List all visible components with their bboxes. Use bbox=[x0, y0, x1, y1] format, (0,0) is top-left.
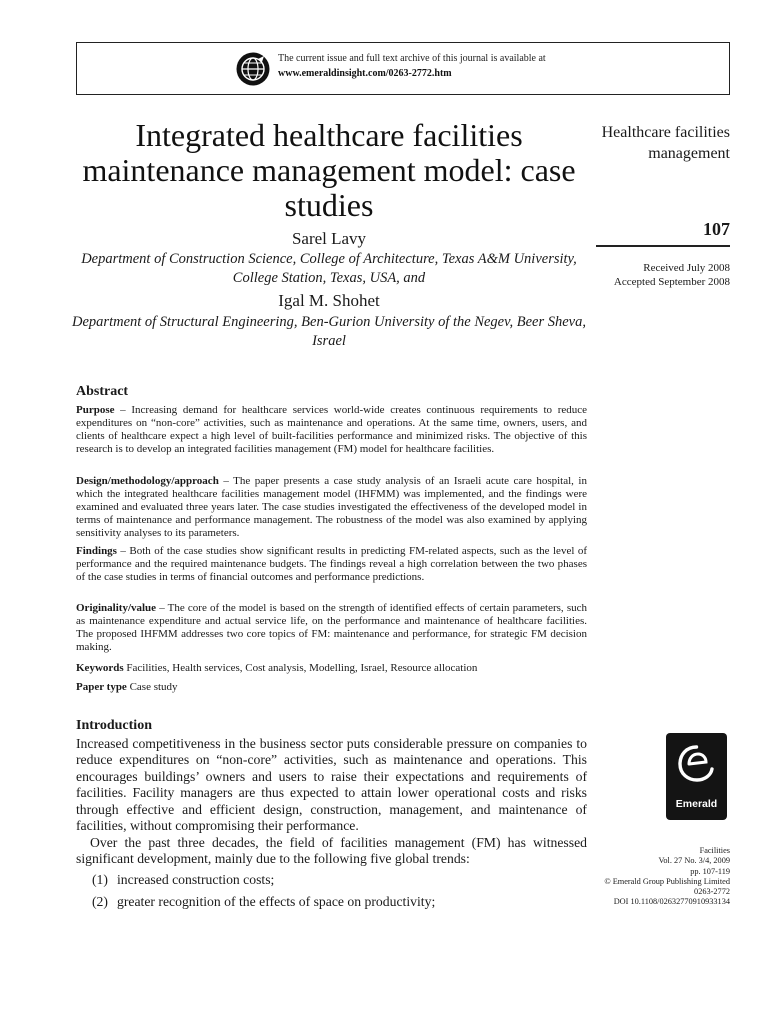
abstract-heading: Abstract bbox=[76, 384, 129, 399]
intro-paragraph: Over the past three decades, the field of facilities management (FM) has witnessed significant development, mainly due to the following five global trends: bbox=[76, 835, 587, 867]
received-date: Received July 2008 bbox=[643, 262, 730, 274]
author-name: Igal M. Shohet bbox=[278, 291, 380, 310]
issn: 0263-2772 bbox=[694, 887, 730, 897]
divider bbox=[596, 245, 730, 247]
received-dates bbox=[590, 261, 730, 289]
journal-name: Facilities bbox=[699, 846, 730, 855]
text: – Increasing demand for healthcare services world-wide creates continuous requirements to reduce expenditures on “non-core” activities, such as maintenance and operations. At the same time, owners, users, and clients of healthcare expect a high level of built-facilities performance and minimized risks. The objective of this research is to develop an integrated facilities management (FM) model for healthcare facilities. bbox=[76, 404, 587, 455]
abstract-findings bbox=[76, 545, 587, 584]
section-title: Healthcare facilities management bbox=[601, 124, 730, 162]
text: – The paper presents a case study analysis of an Israeli acute care hospital, in which the integrated healthcare facilities management model (IHFMM) was implemented, and the findings were examined and evaluated three years later. The case studies investigated the effectiveness of the developed model in terms of maintenance and performance management. The robustness of the model was also examined by applying sensitivity analyses to its parameters. bbox=[76, 475, 587, 539]
introduction-heading: Introduction bbox=[76, 718, 152, 733]
label: Originality/value bbox=[76, 602, 157, 614]
emerald-logo-text: Emerald bbox=[675, 798, 718, 810]
paper-title: Integrated healthcare facilities maintenance management model: case studies bbox=[82, 117, 576, 223]
accepted-date: Accepted September 2008 bbox=[613, 276, 730, 288]
paper-type bbox=[76, 681, 587, 694]
list-text: increased construction costs; bbox=[117, 872, 275, 887]
text: – The core of the model is based on the strength of identified effects of certain parameters, such as maintenance expenditure and actual service life, on the performance and maintenance of healthcare facilities. The proposed IHFMM addresses two core topics of FM: maintenance and performance, for strategic FM decision making. bbox=[76, 602, 587, 653]
keywords bbox=[76, 662, 587, 675]
abstract-purpose bbox=[76, 404, 587, 456]
text: Case study bbox=[126, 681, 178, 693]
label: Keywords bbox=[76, 662, 124, 674]
emerald-swirl-icon bbox=[666, 733, 727, 795]
list-number: (1) bbox=[92, 872, 108, 887]
citation-block bbox=[560, 846, 730, 908]
abstract-originality bbox=[76, 602, 587, 654]
abstract-design bbox=[76, 475, 587, 540]
author-affiliation: Department of Construction Science, College of Architecture, Texas A&M University, College Station, Texas, USA, and bbox=[81, 251, 577, 286]
label: Design/methodology/approach bbox=[76, 475, 219, 487]
list-text: greater recognition of the effects of space on productivity; bbox=[117, 894, 436, 909]
list-item bbox=[92, 894, 435, 910]
author-affiliation: Department of Structural Engineering, Ben-Gurion University of the Negev, Beer Sheva, Israel bbox=[72, 314, 586, 349]
globe-logo-icon bbox=[236, 52, 270, 86]
list-item bbox=[92, 872, 274, 888]
volume-info: Vol. 27 No. 3/4, 2009 bbox=[658, 856, 730, 866]
label: Purpose bbox=[76, 404, 115, 416]
label: Findings bbox=[76, 545, 117, 557]
page-number: 107 bbox=[703, 219, 730, 239]
label: Paper type bbox=[76, 681, 127, 693]
list-number: (2) bbox=[92, 894, 108, 909]
doi: DOI 10.1108/02632770910933134 bbox=[613, 897, 730, 907]
intro-paragraph: Increased competitiveness in the business sector puts considerable pressure on companies to reduce expenditures on “non-core” activities, such as maintenance and operations. This encourages buildings’ owners and users to raise their expectations and requirements of facilities. Facility managers are thus expected to attain lower operational costs and risks through effective and efficient design, construction, management, and maintenance of facilities, without compromising their performance. bbox=[76, 736, 587, 834]
text: Facilities, Health services, Cost analysis, Modelling, Israel, Resource allocation bbox=[123, 662, 478, 674]
text: – Both of the case studies show significant results in predicting FM-related aspects, such as the level of performance and the required maintenance budgets. The findings reveal a high correlation between the two phases of the case studies in terms of financial outcomes and performance predictions. bbox=[76, 545, 587, 583]
copyright: © Emerald Group Publishing Limited bbox=[604, 876, 730, 886]
banner-text-line1: The current issue and full text archive of this journal is available at bbox=[278, 53, 546, 64]
banner-url-link[interactable]: www.emeraldinsight.com/0263-2772.htm bbox=[278, 68, 452, 79]
author-name: Sarel Lavy bbox=[291, 229, 367, 248]
page-range: pp. 107-119 bbox=[690, 866, 730, 876]
